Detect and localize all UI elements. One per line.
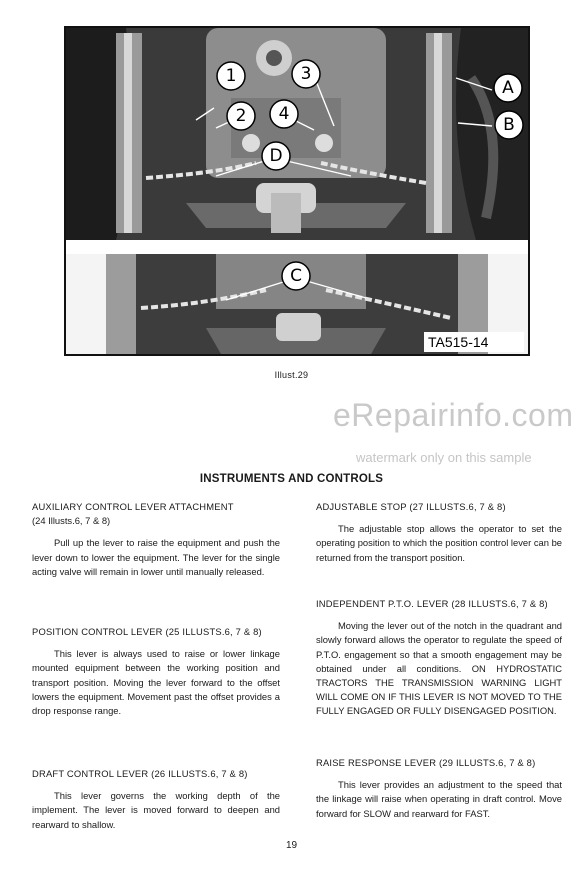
adjustable-stop-body: The adjustable stop allows the operator to set the operating position to which the position control lever can be returned from the transport position. bbox=[316, 523, 562, 563]
svg-text:3: 3 bbox=[300, 64, 312, 84]
auxiliary-body: Pull up the lever to raise the equipment and push the lever down to lower the equipment. The lever for the single acting valve will remain in lower until manually released. bbox=[32, 537, 280, 577]
svg-text:A: A bbox=[502, 78, 514, 98]
callout-4 bbox=[270, 100, 298, 128]
watermark-text: eRepairinfo.com bbox=[333, 397, 574, 433]
callout-d bbox=[262, 142, 290, 170]
callout-b bbox=[495, 111, 523, 139]
pto-title: INDEPENDENT P.T.O. LEVER (28 ILLUSTS.6, 7 & 8) bbox=[316, 598, 548, 609]
tractor-hitch-photo bbox=[64, 26, 530, 356]
adjustable-stop-title: ADJUSTABLE STOP (27 ILLUSTS.6, 7 & 8) bbox=[316, 501, 506, 512]
position-body: This lever is always used to raise or lower linkage mounted equipment between the working position and transport position. Moving the lever forward to the offset lowers the equipment. Movement past the offset provides a drop response range. bbox=[32, 648, 280, 717]
svg-text:4: 4 bbox=[278, 104, 290, 124]
callout-2 bbox=[227, 102, 255, 130]
hitch-illustration bbox=[66, 28, 528, 354]
svg-text:2: 2 bbox=[235, 106, 247, 126]
illustration-caption: Illust.29 bbox=[274, 370, 309, 380]
svg-text:1: 1 bbox=[225, 66, 237, 86]
svg-text:C: C bbox=[290, 266, 302, 286]
auxiliary-control-section bbox=[32, 500, 280, 579]
position-control-section bbox=[32, 625, 280, 718]
draft-body: This lever governs the working depth of the implement. The lever is moved forward to deepen and rearward to shallow. bbox=[32, 790, 280, 830]
callout-3 bbox=[292, 60, 320, 88]
pto-lever-section bbox=[316, 597, 562, 719]
draft-control-section bbox=[32, 767, 280, 832]
section-heading: INSTRUMENTS AND CONTROLS bbox=[199, 473, 384, 485]
auxiliary-ref: (24 Illusts.6, 7 & 8) bbox=[32, 515, 111, 527]
watermark-subtext: watermark only on this sample bbox=[356, 450, 532, 465]
callout-c bbox=[282, 262, 310, 290]
page-number: 19 bbox=[285, 840, 298, 851]
svg-text:B: B bbox=[503, 115, 515, 135]
raise-response-body: This lever provides an adjustment to the speed that the linkage will raise when operating in draft control. Move forward for SLOW and rearward for FAST. bbox=[316, 779, 562, 819]
pto-body: Moving the lever out of the notch in the quadrant and slowly forward allows the operator to regulate the speed of P.T.O. engagement so that a smooth engagement may be obtained under all conditions. ON HYDROSTATIC TRACTORS THE TRANSMISSION WARNING LIGHT WILL COME ON IF THIS LEVER IS NOT MOVED TO THE FULLY ENGAGED OR FULLY DISENGAGED POSITION. bbox=[316, 620, 562, 717]
raise-response-section bbox=[316, 756, 562, 821]
figure-code: TA515-14 bbox=[428, 334, 489, 350]
adjustable-stop-section bbox=[316, 500, 562, 565]
callout-1 bbox=[217, 62, 245, 90]
svg-text:D: D bbox=[269, 146, 283, 166]
callout-a bbox=[494, 74, 522, 102]
auxiliary-title: AUXILIARY CONTROL LEVER ATTACHMENT bbox=[32, 501, 234, 512]
draft-title: DRAFT CONTROL LEVER (26 ILLUSTS.6, 7 & 8) bbox=[32, 768, 248, 779]
position-title: POSITION CONTROL LEVER (25 ILLUSTS.6, 7 & 8) bbox=[32, 626, 262, 637]
raise-response-title: RAISE RESPONSE LEVER (29 ILLUSTS.6, 7 & 8) bbox=[316, 757, 536, 768]
